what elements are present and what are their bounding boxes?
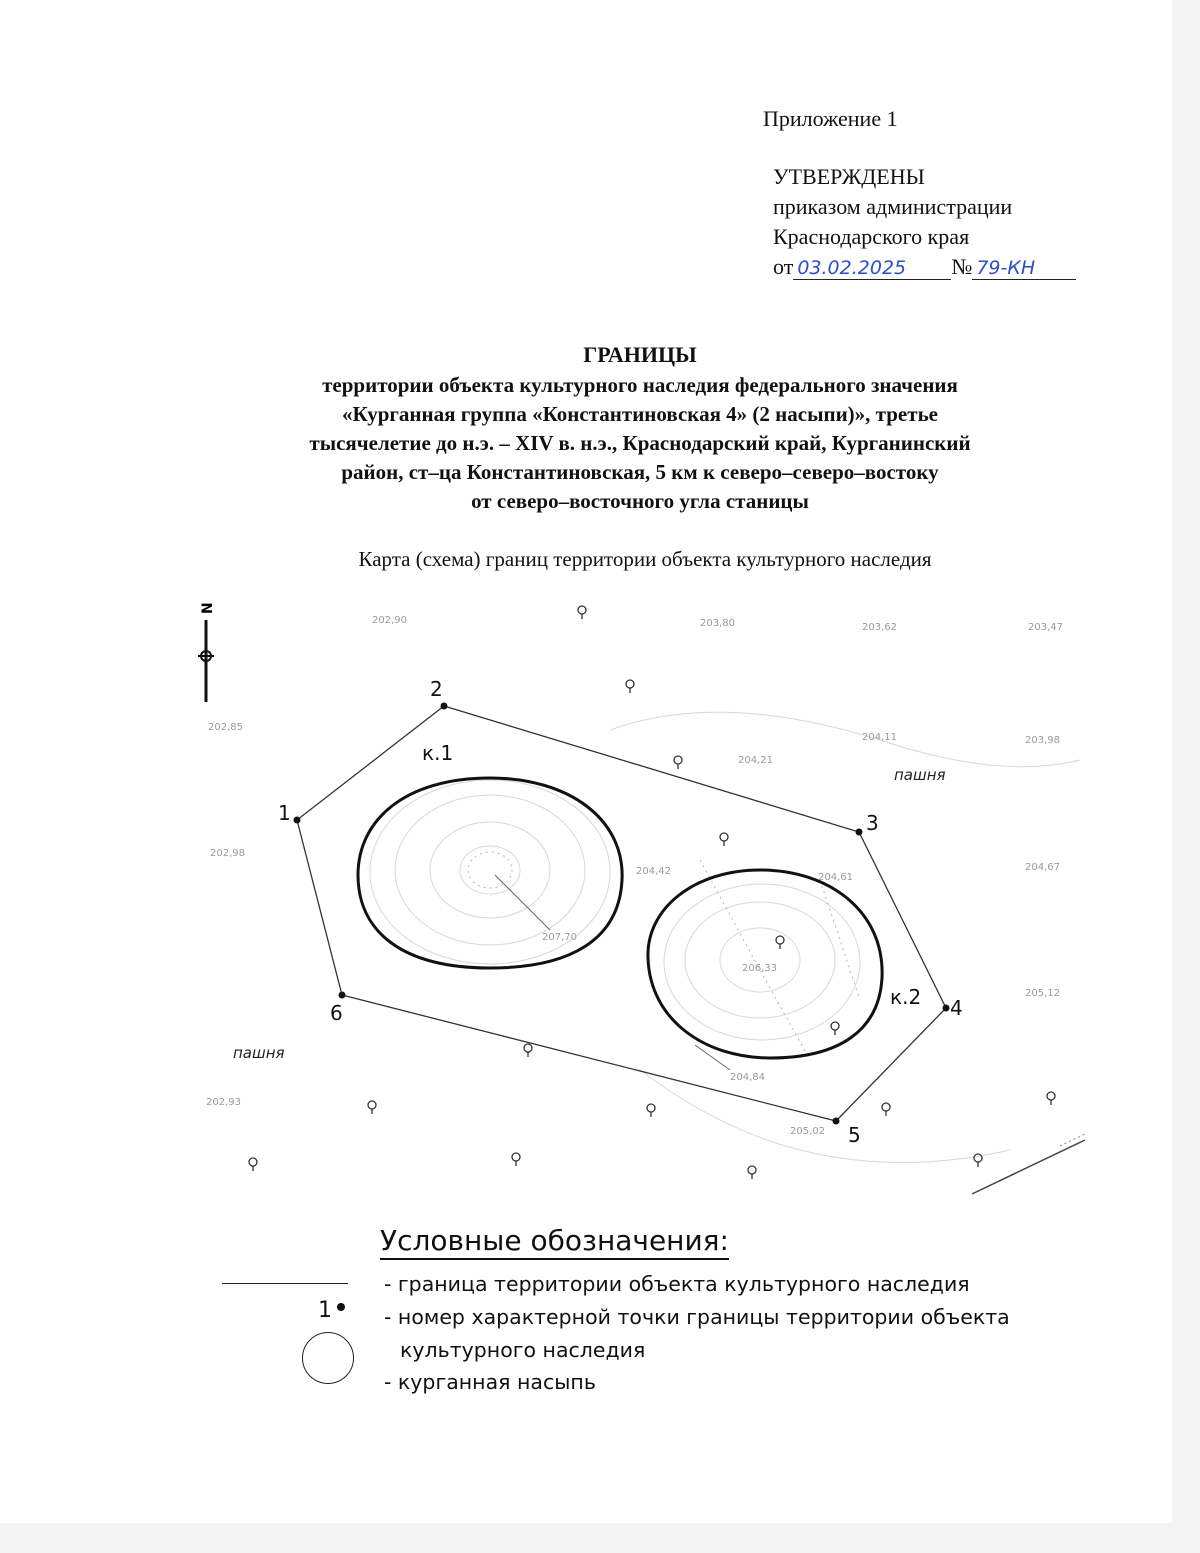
elevation-mark: 205,12 bbox=[1025, 988, 1060, 999]
map-caption: Карта (схема) границ территории объекта культурного наследия bbox=[358, 547, 932, 571]
land-label-plowland-2: пашня bbox=[233, 1044, 285, 1062]
point-label-6: 6 bbox=[330, 1001, 343, 1025]
tree-icon bbox=[1047, 1092, 1055, 1105]
tree-icon bbox=[674, 756, 682, 769]
point-label-2: 2 bbox=[430, 677, 443, 701]
tree-icon bbox=[748, 1166, 756, 1179]
vertex-6 bbox=[339, 992, 346, 999]
title-main: ГРАНИЦЫ bbox=[583, 342, 697, 367]
mound-label-1: к.1 bbox=[422, 741, 454, 765]
elevation-marks bbox=[206, 615, 1063, 1137]
tree-icon bbox=[647, 1104, 655, 1117]
tree-icon bbox=[578, 606, 586, 619]
handwritten-number: 79-КН bbox=[972, 257, 1076, 280]
mound-1-leader bbox=[495, 875, 550, 930]
point-label-3: 3 bbox=[866, 811, 879, 835]
vertex-5 bbox=[833, 1118, 840, 1125]
legend-point-text-1: - номер характерной точки границы территории объекта bbox=[384, 1305, 1010, 1329]
heritage-boundary bbox=[297, 706, 946, 1121]
elevation-mark: 202,85 bbox=[208, 722, 243, 733]
approval-block bbox=[773, 162, 1076, 282]
point-dot-icon bbox=[337, 1303, 345, 1311]
tree-icon bbox=[720, 833, 728, 846]
vertex-3 bbox=[856, 829, 863, 836]
elevation-mark: 204,84 bbox=[730, 1072, 765, 1083]
tree-icon bbox=[524, 1044, 532, 1057]
legend-title: Условные обозначения: bbox=[380, 1224, 729, 1260]
tree-icon bbox=[626, 680, 634, 693]
elevation-mark: 204,42 bbox=[636, 866, 671, 877]
vertex-2 bbox=[441, 703, 448, 710]
elevation-mark: 207,70 bbox=[542, 932, 577, 943]
boundary-map bbox=[0, 590, 1200, 1210]
elevation-mark: 203,47 bbox=[1028, 622, 1063, 633]
point-label-4: 4 bbox=[950, 996, 963, 1020]
elevation-mark: 202,90 bbox=[372, 615, 407, 626]
from-label: от bbox=[773, 254, 794, 279]
scale-line-dotted bbox=[1060, 1134, 1085, 1146]
legend-mound-text: - курганная насыпь bbox=[384, 1370, 596, 1394]
vertex-4 bbox=[943, 1005, 950, 1012]
title-line-2: «Курганная группа «Константиновская 4» (2 насыпи)», третье bbox=[341, 402, 938, 426]
order-date-number bbox=[773, 252, 1076, 282]
tree-icon bbox=[249, 1158, 257, 1171]
elevation-mark: 203,62 bbox=[862, 622, 897, 633]
point-label-5: 5 bbox=[848, 1123, 861, 1147]
elevation-mark: 204,67 bbox=[1025, 862, 1060, 873]
title-line-1: территории объекта культурного наследия федерального значения bbox=[322, 373, 958, 397]
tree-icon bbox=[831, 1022, 839, 1035]
elevation-mark: 203,80 bbox=[700, 618, 735, 629]
appendix-label: Приложение 1 bbox=[763, 106, 898, 131]
legend-point-symbol bbox=[318, 1298, 345, 1323]
tree-icon bbox=[368, 1101, 376, 1114]
elevation-mark: 204,61 bbox=[818, 872, 853, 883]
north-label: N bbox=[200, 602, 216, 614]
tree-icon bbox=[512, 1153, 520, 1166]
legend-point-number: 1 bbox=[318, 1298, 332, 1323]
tree-icon bbox=[882, 1103, 890, 1116]
legend-boundary-symbol bbox=[222, 1283, 348, 1284]
vertex-1 bbox=[294, 817, 301, 824]
order-line-2: Краснодарского края bbox=[773, 224, 970, 249]
title-line-3: тысячелетие до н.э. – XIV в. н.э., Краснодарский край, Курганинский bbox=[309, 431, 971, 455]
elevation-mark: 205,02 bbox=[790, 1126, 825, 1137]
approved-heading: УТВЕРЖДЕНЫ bbox=[773, 164, 925, 189]
legend-point-text-2: культурного наследия bbox=[400, 1338, 646, 1362]
scan-edge-bottom bbox=[0, 1523, 1200, 1553]
mound-1 bbox=[358, 778, 622, 968]
elevation-mark: 206,33 bbox=[742, 963, 777, 974]
number-label: № bbox=[951, 254, 973, 279]
mound-label-2: к.2 bbox=[890, 985, 922, 1009]
title-line-4: район, ст–ца Константиновская, 5 км к северо–северо–востоку bbox=[341, 460, 939, 484]
scale-line bbox=[972, 1140, 1085, 1194]
tree-symbols bbox=[249, 606, 1055, 1179]
point-label-1: 1 bbox=[278, 801, 291, 825]
order-line-1: приказом администрации bbox=[773, 194, 1013, 219]
title-line-5: от северо–восточного угла станицы bbox=[471, 489, 809, 513]
elevation-mark: 203,98 bbox=[1025, 735, 1060, 746]
elevation-mark: 204,11 bbox=[862, 732, 897, 743]
tree-icon bbox=[776, 936, 784, 949]
boundary-vertices bbox=[294, 703, 950, 1125]
elevation-mark: 202,93 bbox=[206, 1097, 241, 1108]
legend-mound-circle-icon bbox=[302, 1332, 354, 1384]
handwritten-date: 03.02.2025 bbox=[793, 257, 951, 280]
elevation-mark: 204,21 bbox=[738, 755, 773, 766]
north-arrow bbox=[198, 620, 214, 1205]
elevation-mark: 202,98 bbox=[210, 848, 245, 859]
land-label-plowland-1: пашня bbox=[894, 766, 946, 784]
document-title bbox=[150, 340, 1130, 516]
legend-boundary-text: - граница территории объекта культурного наследия bbox=[384, 1272, 970, 1296]
